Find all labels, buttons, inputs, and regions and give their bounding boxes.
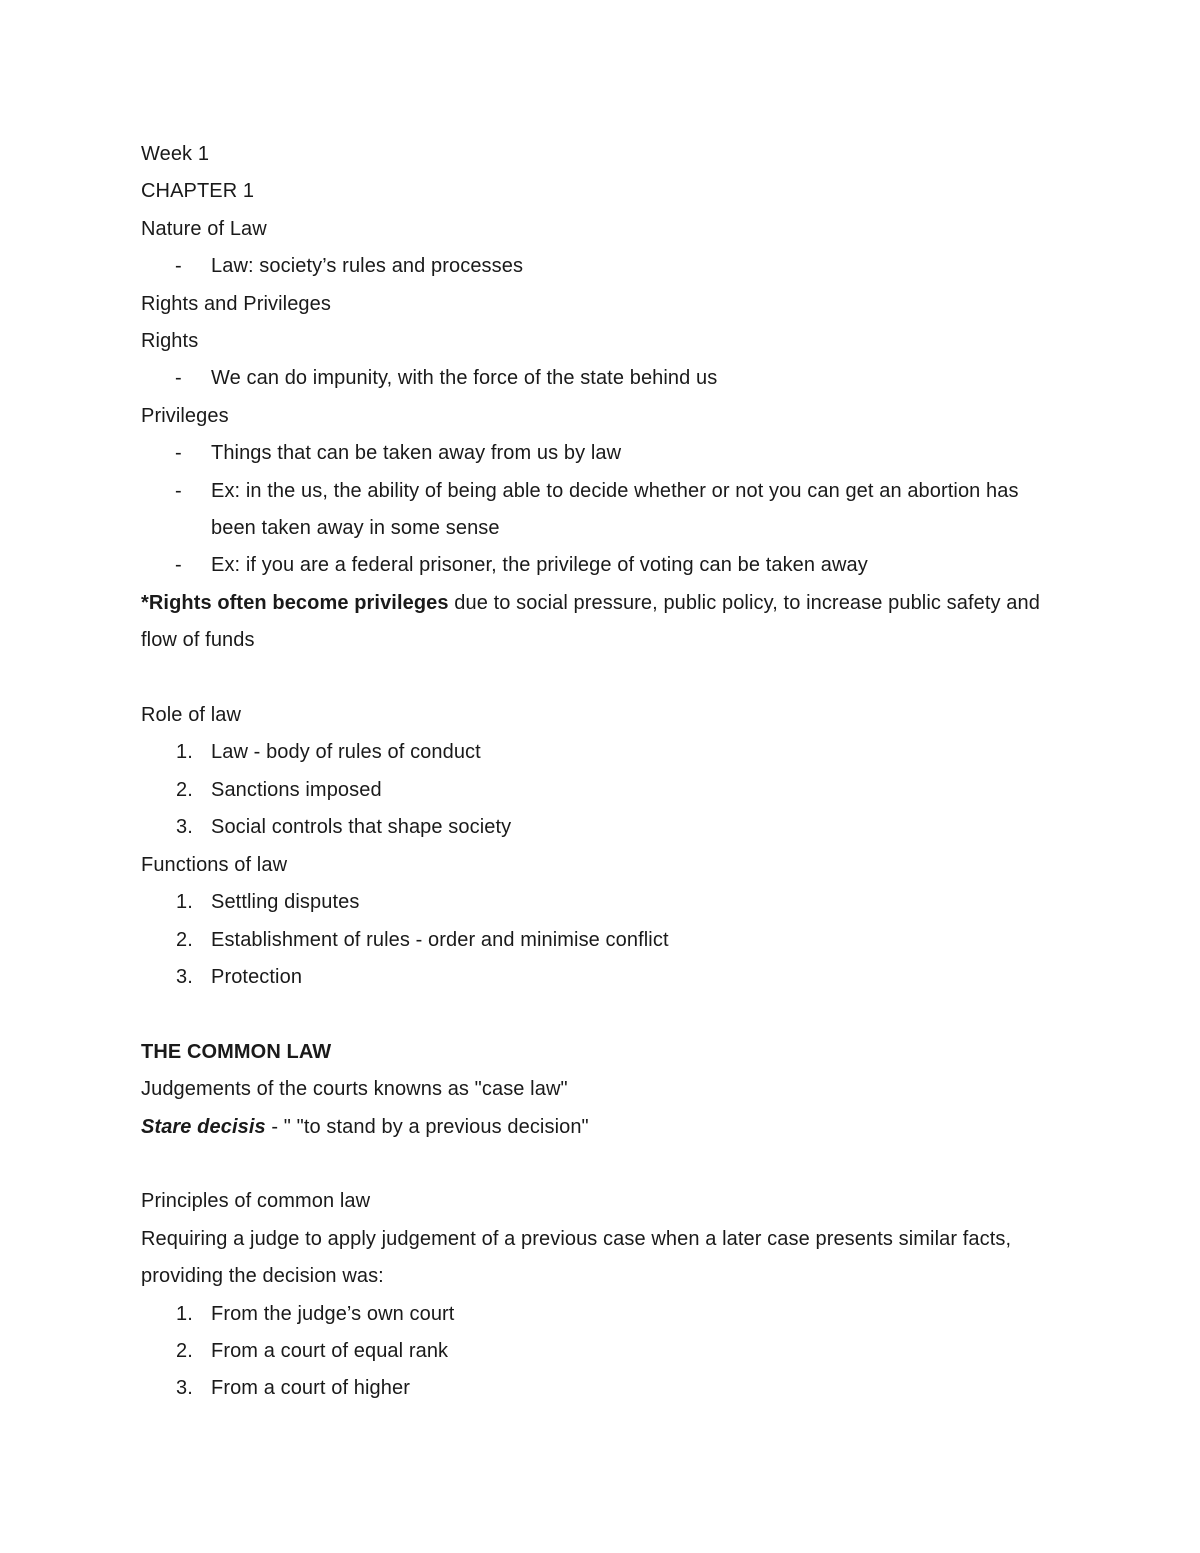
principles-text: Requiring a judge to apply judgement of a previous case when a later case presents similar facts, providing the decision was: [141,1227,1012,1288]
list-item-text: From a court of equal rank [211,1339,449,1362]
list-number: 2. [176,928,193,951]
week-label: Week 1 [141,143,210,165]
list-item [141,547,1061,584]
rights-note [141,585,1061,660]
list-item-text: We can do impunity, with the force of the state behind us [211,367,718,390]
list-item [141,772,1061,809]
list-number: 2. [176,778,193,801]
list-item-text: Social controls that shape society [211,816,512,839]
list-item [141,884,1061,921]
privileges-list [141,435,1061,585]
list-item-text: Law - body of rules of conduct [211,741,481,764]
stare-decisis-line [141,1109,1061,1146]
dash-bullet: - [175,367,182,390]
principles-list [141,1296,1061,1408]
functions-of-law-heading: Functions of law [141,853,288,876]
document-body [141,136,1061,1408]
role-of-law-list [141,734,1061,846]
common-law-heading: THE COMMON LAW [141,1040,332,1063]
list-item [141,1296,1061,1333]
dash-bullet: - [175,442,182,465]
role-of-law-heading: Role of law [141,704,242,727]
case-law-line: Judgements of the courts knowns as "case law" [141,1078,568,1101]
list-item-text: Sanctions imposed [211,778,382,801]
list-number: 3. [176,1377,193,1400]
list-item [141,959,1061,996]
list-item-text: From a court of higher [211,1377,410,1400]
list-item [141,922,1061,959]
dash-bullet: - [175,479,182,502]
list-item-text: Protection [211,965,303,988]
list-item-text: Settling disputes [211,891,360,914]
list-item-text: Ex: if you are a federal prisoner, the privilege of voting can be taken away [211,554,868,577]
list-item [141,248,1061,285]
stare-decisis-term: Stare decisis [141,1115,266,1138]
blank-line [141,660,1061,697]
nature-of-law-list [141,248,1061,285]
functions-of-law-list [141,884,1061,996]
list-number: 2. [176,1339,193,1362]
list-number: 3. [176,965,193,988]
stare-decisis-definition: - " "to stand by a previous decision" [265,1115,589,1138]
list-item [141,734,1061,771]
list-item-text: Law: society’s rules and processes [211,255,524,278]
principles-heading: Principles of common law [141,1190,371,1213]
list-item-text: Things that can be taken away from us by law [211,442,622,465]
list-number: 1. [176,891,193,914]
list-item-text: From the judge’s own court [211,1302,455,1325]
dash-bullet: - [175,255,182,278]
rights-note-emphasis: *Rights often become privileges [141,591,449,614]
blank-line [141,1146,1061,1183]
rights-note-text: due to social pressure, public policy, to increase public safety and flow of funds [141,591,1040,652]
list-number: 1. [176,1302,193,1325]
list-item [141,1370,1061,1407]
list-item [141,435,1061,472]
list-item [141,1333,1061,1370]
rights-heading: Rights [141,330,199,353]
list-item [141,809,1061,846]
privileges-heading: Privileges [141,404,229,427]
blank-line [141,996,1061,1033]
chapter-title: CHAPTER 1 [141,180,255,203]
list-number: 1. [176,741,193,764]
rights-and-privileges-heading: Rights and Privileges [141,292,331,315]
list-item [141,360,1061,397]
nature-of-law-heading: Nature of Law [141,217,267,240]
list-item [141,473,1061,548]
rights-list [141,360,1061,397]
dash-bullet: - [175,554,182,577]
list-item-text: Establishment of rules - order and minimise conflict [211,928,669,951]
list-item-text: Ex: in the us, the ability of being able to decide whether or not you can get an abortion has been taken away in some sense [211,479,1019,540]
list-number: 3. [176,816,193,839]
